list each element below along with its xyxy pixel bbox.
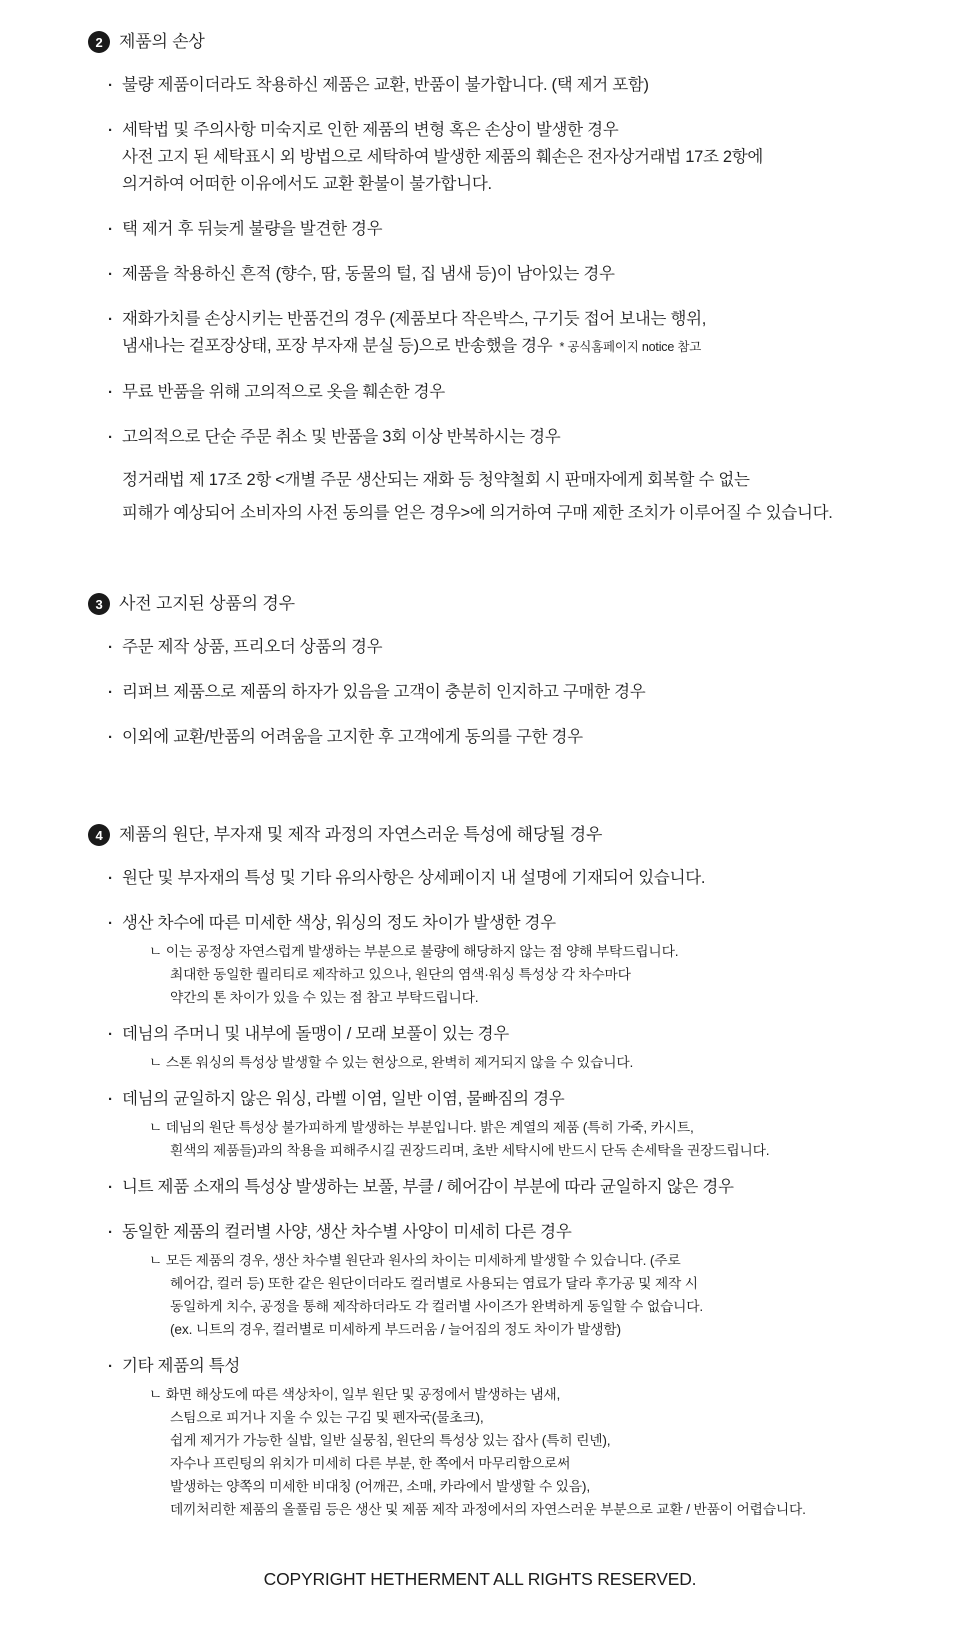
bullet-icon: · (108, 915, 113, 932)
section-title: 제품의 원단, 부자재 및 제작 과정의 자연스러운 특성에 해당될 경우 (119, 825, 603, 844)
sub-note-line: ㄴ 화면 해상도에 따른 색상차이, 일부 원단 및 공정에서 발생하는 냄새, (149, 1387, 561, 1402)
bullet-line-text: 데님의 균일하지 않은 워싱, 라벨 이염, 일반 이염, 물빠짐의 경우 (122, 1090, 565, 1108)
bullet-line (122, 1086, 920, 1113)
section-number-badge: 2 (88, 31, 110, 53)
policy-bullet-item (106, 261, 920, 288)
sub-note-line: 데끼처리한 제품의 올풀림 등은 생산 및 제품 제작 과정에서의 자연스러운 부분으로 교환 / 반품이 어렵습니다. (170, 1502, 806, 1517)
sub-note-line: ㄴ 이는 공정상 자연스럽게 발생하는 부분으로 불량에 해당하지 않는 점 양해 부탁드립니다. (149, 944, 679, 959)
bullet-line-text: 사전 고지 된 세탁표시 외 방법으로 세탁하여 발생한 제품의 훼손은 전자상거래법 17조 2항에 (122, 148, 764, 166)
bullet-line (122, 1174, 920, 1201)
policy-bullet-item (106, 910, 920, 1009)
bullet-line-text: 기타 제품의 특성 (122, 1357, 241, 1375)
bullet-icon: · (108, 77, 113, 94)
bullet-line-text: 주문 제작 상품, 프리오더 상품의 경우 (122, 638, 383, 656)
bullet-icon: · (108, 1358, 113, 1375)
bullet-line-text: 무료 반품을 위해 고의적으로 옷을 훼손한 경우 (122, 383, 445, 401)
bullet-icon: · (108, 1224, 113, 1241)
bullet-line (122, 1353, 920, 1380)
bullet-line-text: 제품을 착용하신 흔적 (향수, 땀, 동물의 털, 집 냄새 등)이 남아있는 경우 (122, 265, 615, 283)
legal-paragraph-line: 피해가 예상되어 소비자의 사전 동의를 얻은 경우>에 의거하여 구매 제한 조치가 이루어질 수 있습니다. (122, 504, 833, 522)
bullet-line (122, 865, 920, 892)
bullet-line (122, 261, 920, 288)
sub-note-line: 스팀으로 피거나 지울 수 있는 구김 및 펜자국(물초크), (170, 1410, 484, 1425)
bullet-line-text: 의거하여 어떠한 이유에서도 교환 환불이 불가합니다. (122, 175, 492, 193)
bullet-icon: · (108, 1179, 113, 1196)
policy-bullet-item (106, 724, 920, 751)
sub-note-line: (ex. 니트의 경우, 컬러별로 미세하게 부드러움 / 늘어짐의 정도 차이가 발생함) (170, 1322, 621, 1337)
sub-note-line: ㄴ 데님의 원단 특성상 불가피하게 발생하는 부분입니다. 밝은 계열의 제품 (특히 가죽, 카시트, (149, 1120, 694, 1135)
section-items (106, 634, 920, 751)
policy-bullet-item (106, 865, 920, 892)
bullet-line (122, 634, 920, 661)
copyright-text: COPYRIGHT HETHERMENT ALL RIGHTS RESERVED. (263, 1569, 697, 1589)
policy-bullet-item (106, 1021, 920, 1074)
policy-bullet-item (106, 1219, 920, 1341)
sub-note-block (149, 1051, 920, 1074)
bullet-line-text: 생산 차수에 따른 미세한 색상, 워싱의 정도 차이가 발생한 경우 (122, 914, 556, 932)
policy-bullet-item (106, 306, 920, 361)
policy-bullet-item (106, 72, 920, 99)
section-items (106, 865, 920, 1521)
bullet-icon: · (108, 311, 113, 328)
sub-note-block (149, 940, 920, 1009)
bullet-line-text: 데님의 주머니 및 내부에 돌맹이 / 모래 보풀이 있는 경우 (122, 1025, 509, 1043)
sub-note-line: 헤어감, 컬러 등) 또한 같은 원단이더라도 컬러별로 사용되는 염료가 달라 후가공 및 제작 시 (170, 1276, 698, 1291)
bullet-line (122, 216, 920, 243)
bullet-line-text: 불량 제품이더라도 착용하신 제품은 교환, 반품이 불가합니다. (택 제거 포함) (122, 76, 649, 94)
policy-bullet-item (106, 216, 920, 243)
bullet-icon: · (108, 870, 113, 887)
sub-note-line: 발생하는 양쪽의 미세한 비대칭 (어깨끈, 소매, 카라에서 발생할 수 있음), (170, 1479, 590, 1494)
policy-section-3 (88, 592, 920, 751)
sub-note-line: ㄴ 스톤 워싱의 특성상 발생할 수 있는 현상으로, 완벽히 제거되지 않을 수 있습니다. (149, 1055, 634, 1070)
bullet-icon: · (108, 384, 113, 401)
policy-bullet-item (106, 1353, 920, 1521)
sub-note-block (149, 1116, 920, 1162)
bullet-line-text: 냄새나는 겉포장상태, 포장 부자재 분실 등)으로 반송했을 경우 (122, 337, 553, 355)
sub-note-block (149, 1249, 920, 1341)
sub-note-line: 동일하게 치수, 공정을 통해 제작하더라도 각 컬러별 사이즈가 완벽하게 동일할 수 없습니다. (170, 1299, 703, 1314)
bullet-line-text: 재화가치를 손상시키는 반품건의 경우 (제품보다 작은박스, 구기듯 접어 보내는 행위, (122, 310, 707, 328)
policy-bullet-item (106, 634, 920, 661)
bullet-icon: · (108, 729, 113, 746)
bullet-line-text: 동일한 제품의 컬러별 사양, 생산 차수별 사양이 미세히 다른 경우 (122, 1223, 572, 1241)
section-heading (88, 592, 920, 616)
bullet-icon: · (108, 684, 113, 701)
section-number-badge: 4 (88, 824, 110, 846)
bullet-line-text: 세탁법 및 주의사항 미숙지로 인한 제품의 변형 혹은 손상이 발생한 경우 (122, 121, 619, 139)
section-number-badge: 3 (88, 593, 110, 615)
sub-note-line: ㄴ 모든 제품의 경우, 생산 차수별 원단과 원사의 차이는 미세하게 발생할 수 있습니다. (주로 (149, 1253, 681, 1268)
bullet-line-text: 이외에 교환/반품의 어려움을 고지한 후 고객에게 동의를 구한 경우 (122, 728, 583, 746)
legal-paragraph-line: 정거래법 제 17조 2항 <개별 주문 생산되는 재화 등 청약철회 시 판매자에게 회복할 수 없는 (122, 471, 750, 489)
bullet-line (122, 72, 920, 99)
policy-bullet-item (106, 1174, 920, 1201)
policy-bullet-item (106, 424, 920, 530)
bullet-icon: · (108, 122, 113, 139)
bullet-line-text: 니트 제품 소재의 특성상 발생하는 보풀, 부클 / 헤어감이 부분에 따라 균일하지 않은 경우 (122, 1178, 734, 1196)
bullet-line (122, 144, 920, 171)
bullet-line (122, 679, 920, 706)
bullet-line (122, 424, 920, 451)
notice-reference-note: * 공식홈페이지 notice 참고 (559, 340, 702, 354)
policy-section-2 (88, 30, 920, 530)
section-heading (88, 30, 920, 54)
bullet-icon: · (108, 1026, 113, 1043)
sub-note-block (149, 1383, 920, 1521)
sub-note-line: 쉽게 제거가 가능한 실밥, 일반 실뭉침, 원단의 특성상 있는 잡사 (특히 린넨), (170, 1433, 611, 1448)
bullet-line (122, 724, 920, 751)
bullet-line-text: 택 제거 후 뒤늦게 불량을 발견한 경우 (122, 220, 383, 238)
policy-bullet-item (106, 379, 920, 406)
bullet-icon: · (108, 221, 113, 238)
bullet-line-text: 리퍼브 제품으로 제품의 하자가 있음을 고객이 충분히 인지하고 구매한 경우 (122, 683, 646, 701)
bullet-line (122, 117, 920, 144)
section-items (106, 72, 920, 530)
sub-note-line: 약간의 톤 차이가 있을 수 있는 점 참고 부탁드립니다. (170, 990, 479, 1005)
bullet-line (122, 1219, 920, 1246)
section-heading (88, 823, 920, 847)
bullet-line (122, 333, 920, 361)
sub-note-line: 흰색의 제품들)과의 착용을 피해주시길 권장드리며, 초반 세탁시에 반드시 단독 손세탁을 권장드립니다. (170, 1143, 770, 1158)
bullet-icon: · (108, 1091, 113, 1108)
policy-bullet-item (106, 1086, 920, 1162)
bullet-icon: · (108, 639, 113, 656)
bullet-line-text: 원단 및 부자재의 특성 및 기타 유의사항은 상세페이지 내 설명에 기재되어 있습니다. (122, 869, 706, 887)
bullet-icon: · (108, 429, 113, 446)
bullet-icon: · (108, 266, 113, 283)
bullet-line (122, 379, 920, 406)
section-title: 제품의 손상 (119, 32, 205, 51)
policy-bullet-item (106, 117, 920, 198)
policy-bullet-item (106, 679, 920, 706)
bullet-line (122, 1021, 920, 1048)
bullet-line (122, 171, 920, 198)
legal-paragraph (122, 464, 920, 530)
section-title: 사전 고지된 상품의 경우 (119, 594, 295, 613)
policy-section-4 (88, 823, 920, 1521)
bullet-line-text: 고의적으로 단순 주문 취소 및 반품을 3회 이상 반복하시는 경우 (122, 428, 561, 446)
sub-note-line: 자수나 프린팅의 위치가 미세히 다른 부분, 한 쪽에서 마무리함으로써 (170, 1456, 571, 1471)
bullet-line (122, 306, 920, 333)
sub-note-line: 최대한 동일한 퀄리티로 제작하고 있으나, 원단의 염색·워싱 특성상 각 차수마다 (170, 967, 631, 982)
bullet-line (122, 910, 920, 937)
